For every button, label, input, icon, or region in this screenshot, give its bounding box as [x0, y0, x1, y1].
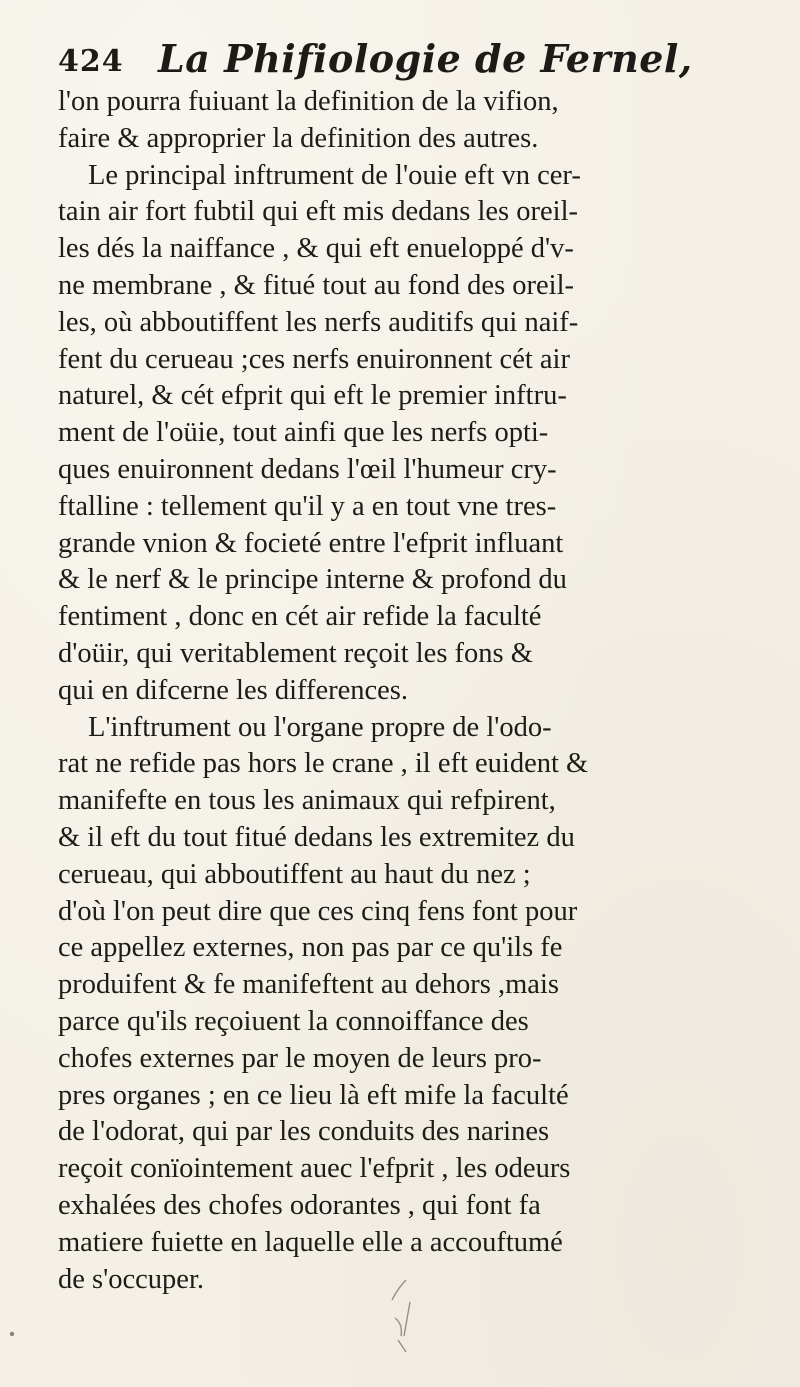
text-line: exhalées des chofes odorantes , qui font fa [58, 1189, 541, 1221]
text-line: parce qu'ils reçoiuent la connoiffance des [58, 1005, 529, 1037]
text-line: fentiment , donc en cét air refide la faculté [58, 601, 542, 633]
page-header [58, 30, 778, 82]
text-line: grande vnion & focieté entre l'efprit influant [58, 527, 564, 559]
text-line: rat ne refide pas hors le crane , il eft euident & [58, 748, 589, 780]
text-line: tain air fort fubtil qui eft mis dedans les oreil- [58, 196, 578, 228]
text-line: cerueau, qui abboutiffent au haut du nez ; [58, 858, 531, 890]
text-line: ment de l'oüie, tout ainfi que les nerfs opti- [58, 417, 549, 449]
text-line: & le nerf & le principe interne & profond du [58, 564, 567, 596]
text-line: faire & approprier la definition des autres. [58, 122, 539, 154]
text-line: reçoit conïointement auec l'efprit , les odeurs [58, 1153, 571, 1185]
text-line: ce appellez externes, non pas par ce qu'ils fe [58, 932, 563, 964]
text-line: chofes externes par le moyen de leurs pro- [58, 1042, 542, 1074]
text-line: & il eft du tout fitué dedans les extremitez du [58, 821, 575, 853]
text-line: produifent & fe manifeftent au dehors ,mais [58, 969, 559, 1001]
text-line: de s'occuper. [58, 1263, 204, 1295]
text-line: qui en difcerne les differences. [58, 674, 409, 706]
paragraph-start-line: L'inftrument ou l'organe propre de l'odo- [88, 711, 552, 743]
text-line: pres organes ; en ce lieu là eft mife la faculté [58, 1079, 569, 1111]
text-line: naturel, & cét efprit qui eft le premier inftru- [58, 380, 567, 412]
text-line: l'on pourra fuiuant la definition de la vifion, [58, 86, 559, 117]
text-line: fent du cerueau ;ces nerfs enuironnent cét air [58, 343, 570, 375]
text-line: ne membrane , & fitué tout au fond des oreil- [58, 269, 575, 301]
text-line: matiere fuiette en laquelle elle a accouftumé [58, 1226, 563, 1258]
body-text [58, 84, 780, 1298]
text-line: ques enuironnent dedans l'œil l'humeur cry- [58, 453, 557, 485]
text-line: d'où l'on peut dire que ces cinq fens font pour [58, 895, 578, 927]
text-line: ftalline : tellement qu'il y a en tout vne tres- [58, 490, 557, 522]
text-line: manifefte en tous les animaux qui refpirent, [58, 785, 556, 817]
text-line: d'oüir, qui veritablement reçoit les fons & [58, 637, 533, 669]
running-title: La Phifiologie de Fernel, [158, 36, 693, 81]
text-line: les dés la naiffance , & qui eft enueloppé d'v- [58, 233, 574, 265]
text-line: de l'odorat, qui par les conduits des narines [58, 1116, 550, 1148]
page-number: 424 [58, 44, 124, 79]
text-line: les, où abboutiffent les nerfs auditifs qui naif- [58, 306, 579, 338]
paragraph-start-line: Le principal inftrument de l'ouie eft vn cer- [88, 159, 581, 191]
